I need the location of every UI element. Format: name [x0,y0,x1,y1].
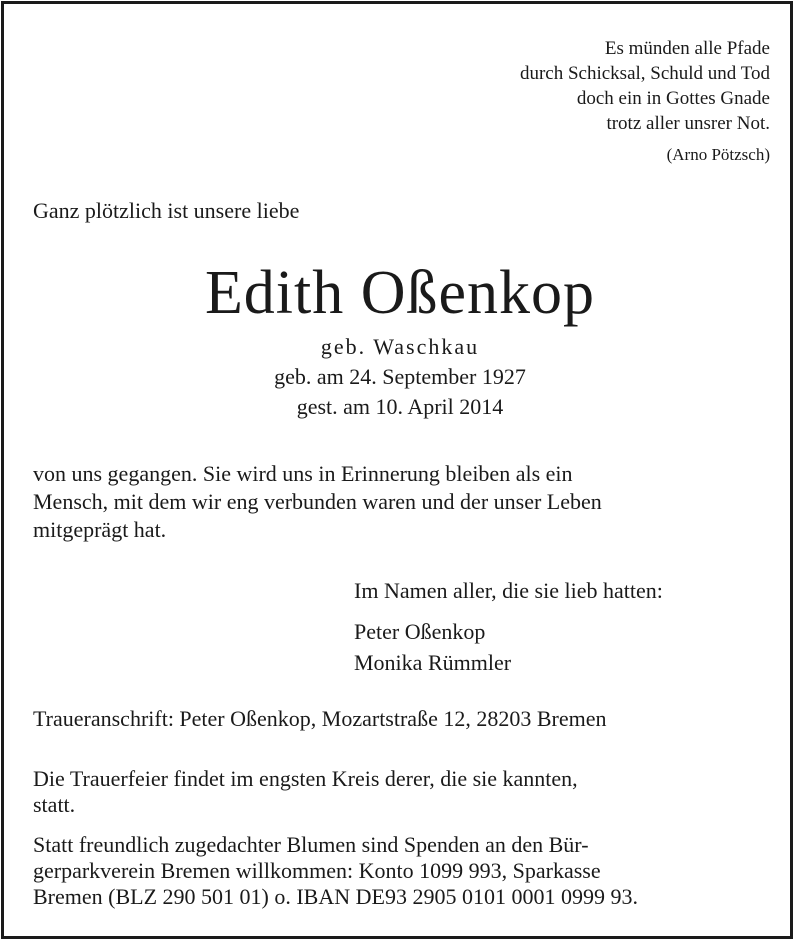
service-line: Die Trauerfeier findet im engsten Kreis derer, die sie kannten, [33,766,578,791]
message-line: mitgeprägt hat. [33,517,167,542]
donation-line: Statt freundlich zugedachter Blumen sind Spenden an den Bür- [33,832,589,857]
message-line: von uns gegangen. Sie wird uns in Erinnerung bleiben als ein [33,461,573,486]
poem-line: trotz aller unsrer Not. [606,113,770,134]
poem-author: (Arno Pötzsch) [666,145,770,164]
funeral-service-notice [33,766,578,818]
poem-line: durch Schicksal, Schuld und Tod [519,63,770,84]
memorial-message [33,460,771,544]
service-line: statt. [33,792,76,817]
deceased-name: Edith Oßenkop [204,259,596,327]
life-dates [0,332,800,422]
mourner-names [354,616,663,678]
poem-line: Es münden alle Pfade [604,38,770,59]
birth-name: geb. Waschkau [320,334,480,359]
donation-notice [33,832,638,910]
mourning-address: Traueranschrift: Peter Oßenkop, Mozartstraße 12, 28203 Bremen [33,706,607,731]
mourner-name: Monika Rümmler [354,650,512,675]
donation-line: Bremen (BLZ 290 501 01) o. IBAN DE93 2905 0101 0001 0999 93. [33,884,638,909]
signature-lead: Im Namen aller, die sie lieb hatten: [354,578,663,603]
message-line: Mensch, mit dem wir eng verbunden waren und der unser Leben [33,489,602,514]
death-date: gest. am 10. April 2014 [296,394,504,419]
intro-text: Ganz plötzlich ist unsere liebe [33,198,300,223]
poem-block [520,36,770,167]
birth-date: geb. am 24. September 1927 [274,364,526,389]
poem-line: doch ein in Gottes Gnade [576,88,770,109]
signature-block [354,576,663,678]
mourner-name: Peter Oßenkop [354,619,486,644]
donation-line: gerparkverein Bremen willkommen: Konto 1099 993, Sparkasse [33,858,601,883]
